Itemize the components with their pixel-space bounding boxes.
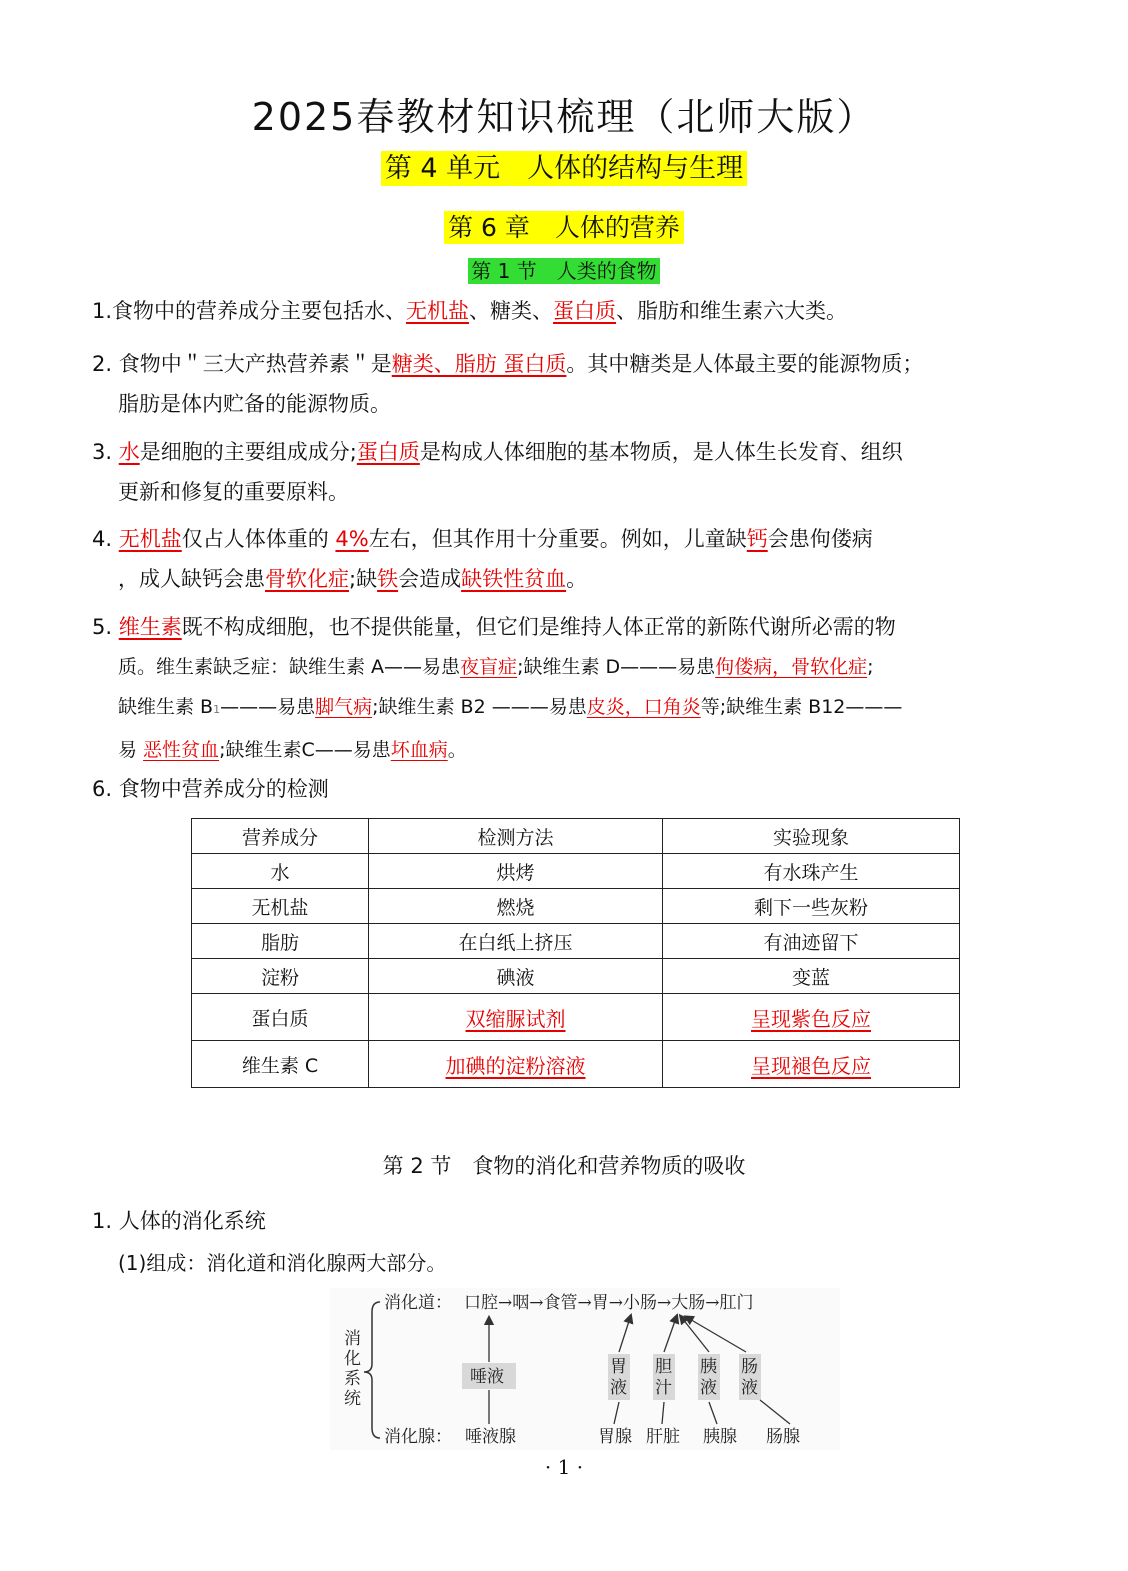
point-number: 2. <box>92 352 113 376</box>
point-text: ;缺维生素C——易患 <box>219 739 391 761</box>
table-header: 实验现象 <box>663 819 960 854</box>
answer-text: 佝偻病，骨软化症 <box>715 656 868 678</box>
root-char: 统 <box>344 1389 361 1409</box>
point-text: 是构成人体细胞的基本物质，是人体生长发育、组织 <box>419 440 903 464</box>
point-text: 。 <box>447 739 467 761</box>
point-text: ———易患 <box>220 696 316 718</box>
point-5 <box>92 607 1042 770</box>
answer-text: 无机盐 <box>118 527 182 551</box>
s2-point-1: 1. 人体的消化系统 <box>92 1209 266 1233</box>
point-number: 6. <box>92 777 113 801</box>
point-number: 3. <box>92 440 113 464</box>
point-text: 会造成 <box>398 567 462 591</box>
point-text: ，成人缺钙会患 <box>118 567 265 591</box>
point-text: 缺维生素 B <box>118 696 214 718</box>
point-text: 、脂肪和维生素六大类。 <box>616 299 848 323</box>
table-cell: 在白纸上挤压 <box>369 924 663 959</box>
gland-label: 消化腺： <box>384 1427 452 1447</box>
table-row <box>192 1041 960 1088</box>
root-char: 消 <box>344 1329 361 1349</box>
answer-text: 夜盲症 <box>460 656 518 678</box>
answer-text: 缺铁性贫血 <box>461 567 567 591</box>
gland-name: 肝脏 <box>646 1427 680 1447</box>
table-header-row <box>192 819 960 854</box>
document-title: 2025春教材知识梳理（北师大版） <box>251 95 877 139</box>
table-header: 营养成分 <box>192 819 369 854</box>
table-cell-answer: 呈现褪色反应 <box>663 1041 960 1088</box>
point-2 <box>92 344 1042 424</box>
point-number: 4. <box>92 527 113 551</box>
answer-text: 糖类、脂肪 蛋白质 <box>391 352 567 376</box>
point-number: 5. <box>92 615 113 639</box>
unit-title <box>0 146 1128 185</box>
point-text: ;缺维生素 B2 ———易患 <box>372 696 587 718</box>
tract-label: 消化道： <box>384 1293 452 1313</box>
juice-name: 胰液 <box>700 1357 717 1398</box>
point-text: 是细胞的主要组成成分; <box>139 440 357 464</box>
subscript: 1 <box>213 703 221 716</box>
point-text: 食物中的营养成分主要包括水、 <box>112 299 407 323</box>
point-text: 既不构成细胞，也不提供能量，但它们是维持人体正常的新陈代谢所必需的物 <box>181 615 896 639</box>
point-text-line2: 脂肪是体内贮备的能源物质。 <box>118 392 391 416</box>
point-text: ;缺 <box>349 567 378 591</box>
answer-text: 蛋白质 <box>356 440 420 464</box>
answer-text: 维生素 <box>118 615 182 639</box>
gland-name: 胃腺 <box>598 1427 632 1447</box>
table-cell: 碘液 <box>369 959 663 994</box>
table-row <box>192 924 960 959</box>
section2-title: 第 2 节 食物的消化和营养物质的吸收 <box>382 1154 746 1178</box>
table-cell: 淀粉 <box>192 959 369 994</box>
point-3 <box>92 432 1042 512</box>
juice-name: 唾液 <box>470 1367 504 1387</box>
answer-text: 脚气病 <box>315 696 373 718</box>
table-cell-answer: 加碘的淀粉溶液 <box>369 1041 663 1088</box>
answer-text: 水 <box>118 440 140 464</box>
point-text: ;缺维生素 D———易患 <box>517 656 716 678</box>
point-text: 。 <box>566 567 588 591</box>
point-text: 。其中糖类是人体最主要的能源物质； <box>566 352 924 376</box>
point-4 <box>92 519 1042 599</box>
gland-name: 肠腺 <box>766 1427 800 1447</box>
point-text: 质。维生素缺乏症：缺维生素 A——易患 <box>118 656 461 678</box>
point-text: 食物中营养成分的检测 <box>118 777 329 801</box>
gland-name: 胰腺 <box>703 1427 737 1447</box>
point-text: 左右，但其作用十分重要。例如，儿童缺 <box>368 527 747 551</box>
juice-name: 胃液 <box>610 1357 627 1398</box>
section1-title <box>0 255 1128 284</box>
chapter-title <box>0 208 1128 244</box>
table-cell: 有水珠产生 <box>663 854 960 889</box>
table-cell: 剩下一些灰粉 <box>663 889 960 924</box>
unit-title-text: 第 4 单元 人体的结构与生理 <box>381 151 747 186</box>
s2-point-1-sub: (1)组成：消化道和消化腺两大部分。 <box>118 1251 447 1275</box>
gland-name: 唾液腺 <box>465 1427 516 1447</box>
table-row <box>192 889 960 924</box>
nutrient-test-table <box>191 818 960 1088</box>
table-cell: 变蓝 <box>663 959 960 994</box>
root-char: 系 <box>344 1369 361 1389</box>
answer-text: 4% <box>335 527 369 551</box>
answer-text: 皮炎，口角炎 <box>586 696 701 718</box>
table-header: 检测方法 <box>369 819 663 854</box>
page-number: · 1 · <box>544 1455 584 1479</box>
tract-sequence: 口腔→咽→食管→胃→小肠→大肠→肛门 <box>464 1293 754 1313</box>
section1-title-text: 第 1 节 人类的食物 <box>468 258 659 284</box>
root-char: 化 <box>344 1349 361 1369</box>
table-cell-answer: 呈现紫色反应 <box>663 994 960 1041</box>
table-cell: 烘烤 <box>369 854 663 889</box>
point-number: 1. <box>92 299 113 323</box>
point-text: 食物中＂三大产热营养素＂是 <box>118 352 392 376</box>
table-cell: 脂肪 <box>192 924 369 959</box>
point-1 <box>92 291 1042 331</box>
table-cell: 维生素 C <box>192 1041 369 1088</box>
chapter-title-text: 第 6 章 人体的营养 <box>444 211 684 244</box>
table-cell: 无机盐 <box>192 889 369 924</box>
answer-text: 坏血病 <box>390 739 448 761</box>
point-text: ; <box>867 656 874 678</box>
juice-name: 胆汁 <box>655 1357 672 1398</box>
table-cell: 水 <box>192 854 369 889</box>
table-cell: 有油迹留下 <box>663 924 960 959</box>
root-label <box>344 1329 361 1409</box>
table-cell: 蛋白质 <box>192 994 369 1041</box>
table-row <box>192 854 960 889</box>
point-text-line2: 更新和修复的重要原料。 <box>118 480 349 504</box>
answer-text: 钙 <box>746 527 768 551</box>
juice-name: 肠液 <box>741 1357 758 1398</box>
answer-text: 蛋白质 <box>553 299 617 323</box>
point-6 <box>92 769 1042 809</box>
point-text: 会患佝偻病 <box>767 527 873 551</box>
answer-text: 恶性贫血 <box>143 739 220 761</box>
digestive-system-diagram <box>330 1288 840 1450</box>
point-text: 易 <box>118 739 144 761</box>
table-cell-answer: 双缩脲试剂 <box>369 994 663 1041</box>
answer-text: 铁 <box>377 567 399 591</box>
answer-text: 骨软化症 <box>265 567 349 591</box>
answer-text: 无机盐 <box>406 299 470 323</box>
point-text: 等;缺维生素 B12——— <box>700 696 903 718</box>
table-row <box>192 994 960 1041</box>
point-text: 、糖类、 <box>469 299 554 323</box>
table-cell: 燃烧 <box>369 889 663 924</box>
table-row <box>192 959 960 994</box>
point-text: 仅占人体体重的 <box>181 527 336 551</box>
